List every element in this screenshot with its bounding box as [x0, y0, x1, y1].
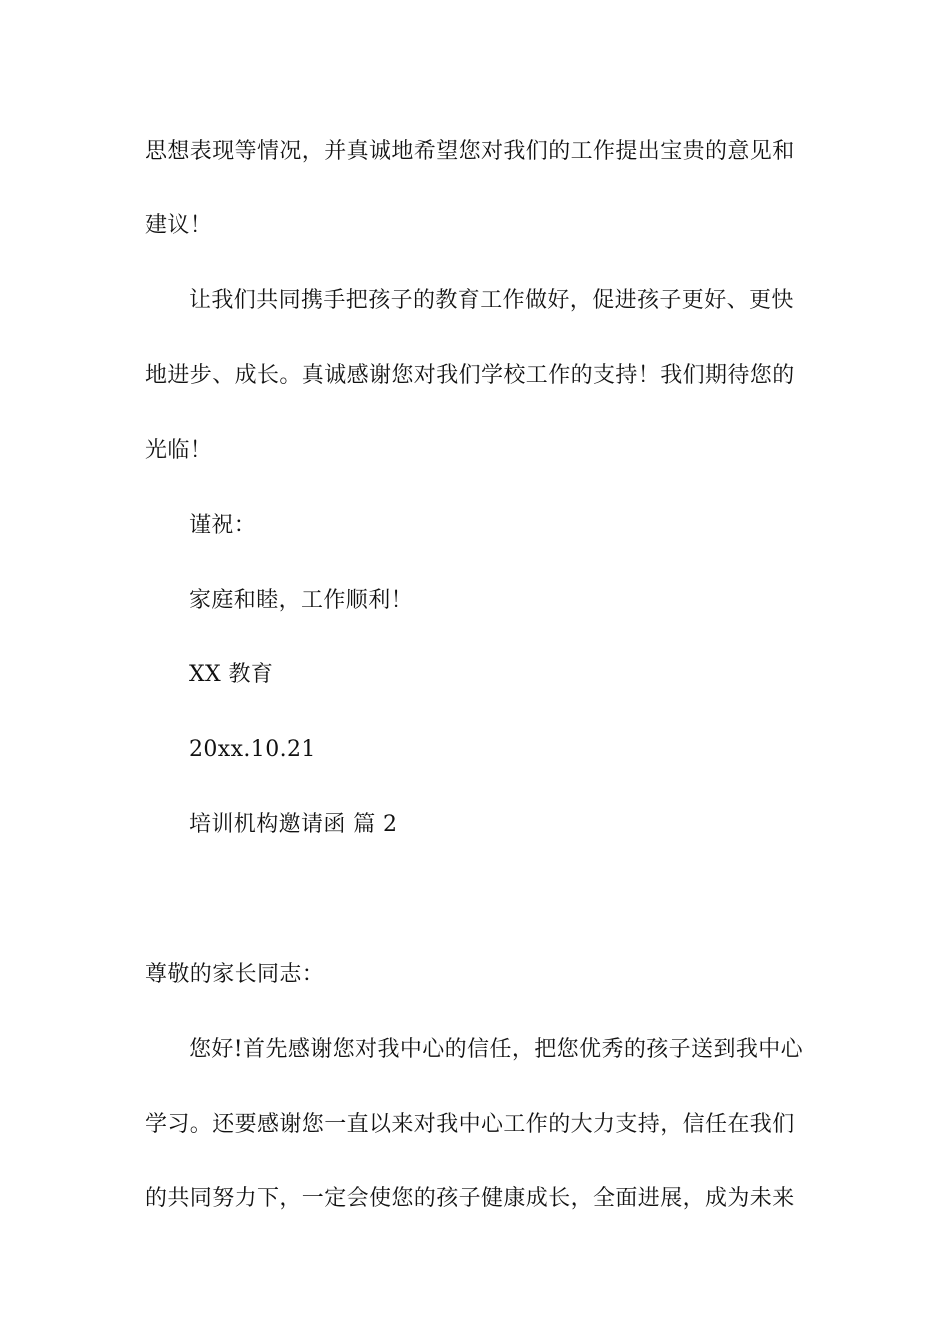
closing-salutation: 谨祝：	[189, 513, 257, 538]
paragraph-line-1: 思想表现等情况，并真诚地希望您对我们的工作提出宝贵的意见和	[145, 139, 795, 164]
greeting-line: 尊敬的家长同志：	[145, 962, 325, 987]
paragraph-line-2: 建议！	[145, 213, 213, 238]
section-title: 培训机构邀请函 篇 2	[189, 812, 398, 837]
signature-date: 20xx.10.21	[189, 737, 316, 762]
body-line-3: 的共同努力下，一定会使您的孩子健康成长，全面进展，成为未来	[145, 1186, 795, 1211]
signature-organization: XX 教育	[189, 662, 274, 687]
closing-wishes: 家庭和睦，工作顺利！	[189, 588, 414, 613]
body-line-2: 学习。还要感谢您一直以来对我中心工作的大力支持，信任在我们	[145, 1112, 795, 1137]
paragraph-line-4: 地进步、成长。真诚感谢您对我们学校工作的支持！我们期待您的	[145, 363, 795, 388]
paragraph-line-5: 光临！	[145, 438, 213, 463]
body-line-1: 您好!首先感谢您对我中心的信任，把您优秀的孩子送到我中心	[189, 1037, 804, 1062]
paragraph-line-3: 让我们共同携手把孩子的教育工作做好，促进孩子更好、更快	[189, 288, 794, 313]
